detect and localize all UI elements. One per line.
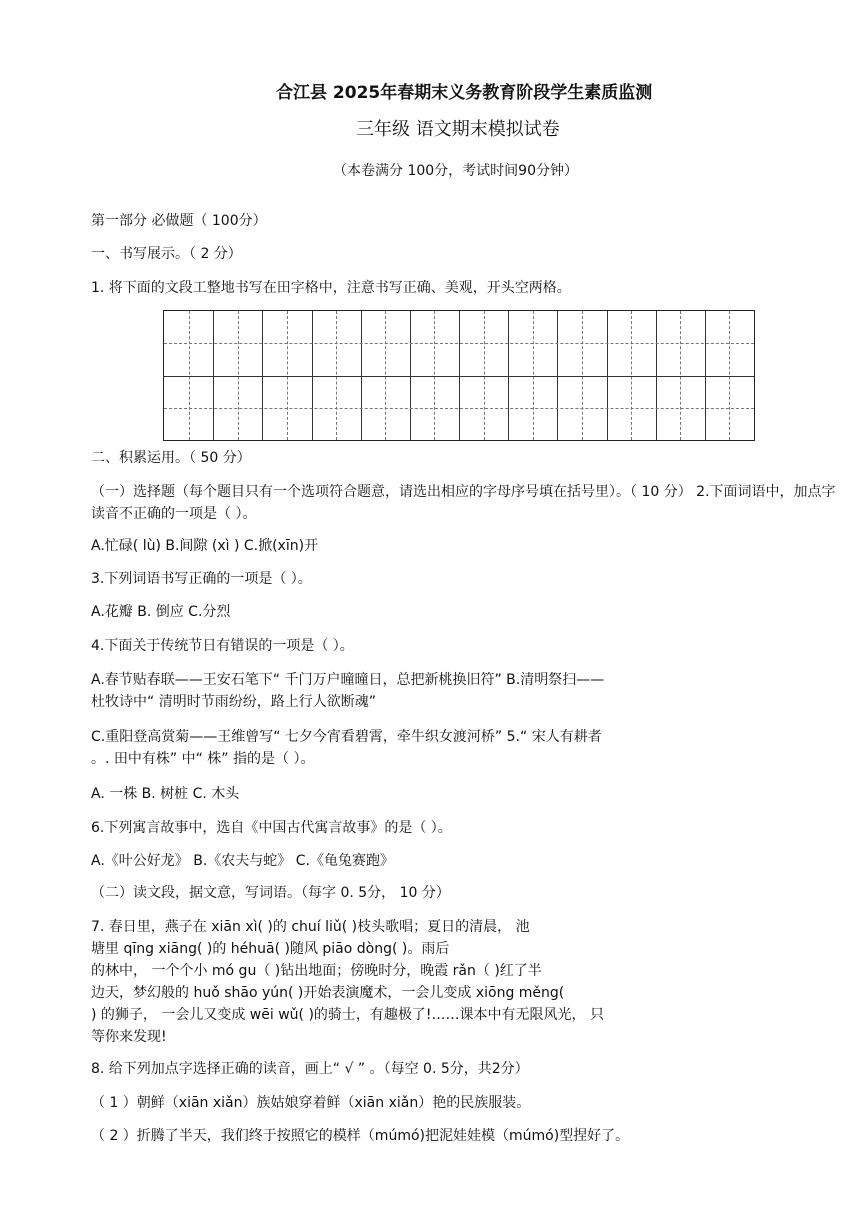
question-2-text: 读音不正确的一项是（ ）。 [91,506,257,522]
question-7-line: 等你来发现! [91,1029,167,1045]
question-7-line: ) 的狮子， 一会儿又变成 wēi wǔ( )的骑士，有趣极了!……课本中有无限风光， 只 [91,1007,604,1023]
question-4-option-a: A.春节贴春联——王安石笔下“ 千门万户曈曈日，总把新桃换旧符” B.清明祭扫—— [91,672,605,688]
question-7-line: 塘里 qīng xiāng( )的 héhuā( )随风 piāo dòng( )。雨后 [91,941,450,957]
question-5-options: A. 一株 B. 树桩 C. 木头 [91,786,240,802]
question-3: 3.下列词语书写正确的一项是（ ）。 [91,571,312,587]
question-7-line: 的林中， 一个个小 mó gu（ )钻出地面；傍晚时分，晚霞 rǎn（ )红了半 [91,963,542,979]
subsection-read-write: （二）读文段，据文意，写词语。（每字 0. 5分， 10 分） [91,885,450,901]
question-4: 4.下面关于传统节日有错误的一项是（ ）。 [91,638,354,654]
question-6-options: A.《叶公好龙》 B.《农夫与蛇》 C.《龟兔赛跑》 [91,853,394,869]
question-7-line: 边天，梦幻般的 huǒ shāo yún( )开始表演魔术，一会儿变成 xiōng měng( [91,985,565,1001]
exam-info: （本卷满分 100分，考试时间90分钟） [333,163,578,179]
question-4-option-b: 杜牧诗中“ 清明时节雨纷纷，路上行人欲断魂” [91,694,376,710]
grid-row-line [164,376,754,377]
question-4-option-c: C.重阳登高赏菊——王维曾写“ 七夕今宵看碧霄，牵牛织女渡河桥” 5.“ 宋人有耕者 [91,729,602,745]
grid-guide-line [164,343,754,344]
question-5: 。. 田中有株” 中“ 株” 指的是（ ）。 [91,751,315,767]
question-1: 1. 将下面的文段工整地书写在田字格中，注意书写正确、美观，开头空两格。 [91,280,571,296]
question-7-line: 7. 春日里，燕子在 xiān xì( )的 chuí liǔ( )枝头歌唱；夏日的清晨， 池 [91,919,530,935]
question-8: 8. 给下列加点字选择正确的读音，画上“ √ ” 。（每空 0. 5分，共2分） [91,1061,529,1077]
question-2-options: A.忙碌( lù) B.间隙 (xì ) C.掀(xīn)开 [91,538,319,554]
tianzige-writing-grid[interactable] [163,310,755,441]
question-3-options: A.花瓣 B. 倒应 C.分烈 [91,604,231,620]
section-writing: 一、书写展示。（ 2 分） [91,246,242,262]
grid-guide-line [164,408,754,409]
question-6: 6.下列寓言故事中，选自《中国古代寓言故事》的是（ ）。 [91,820,452,836]
section-accumulation: 二、积累运用。（ 50 分） [91,450,251,466]
exam-county-title: 合江县 2025年春期末义务教育阶段学生素质监测 [276,83,653,103]
part-one-title: 第一部分 必做题（ 100分） [91,213,267,229]
exam-grade-title: 三年级 语文期末模拟试卷 [356,119,560,140]
subsection-choice: （一）选择题（每个题目只有一个选项符合题意，请选出相应的字母序号填在括号里）。（ 10 分） 2.下面词语中，加点字 [91,484,836,500]
question-8-item-2: （ 2 ）折腾了半天，我们终于按照它的模样（múmó)把泥娃娃模（múmó)型捏好了。 [91,1128,630,1144]
question-8-item-1: （ 1 ）朝鲜（xiān xiǎn）族姑娘穿着鲜（xiān xiǎn）艳的民族服装。 [91,1095,531,1111]
